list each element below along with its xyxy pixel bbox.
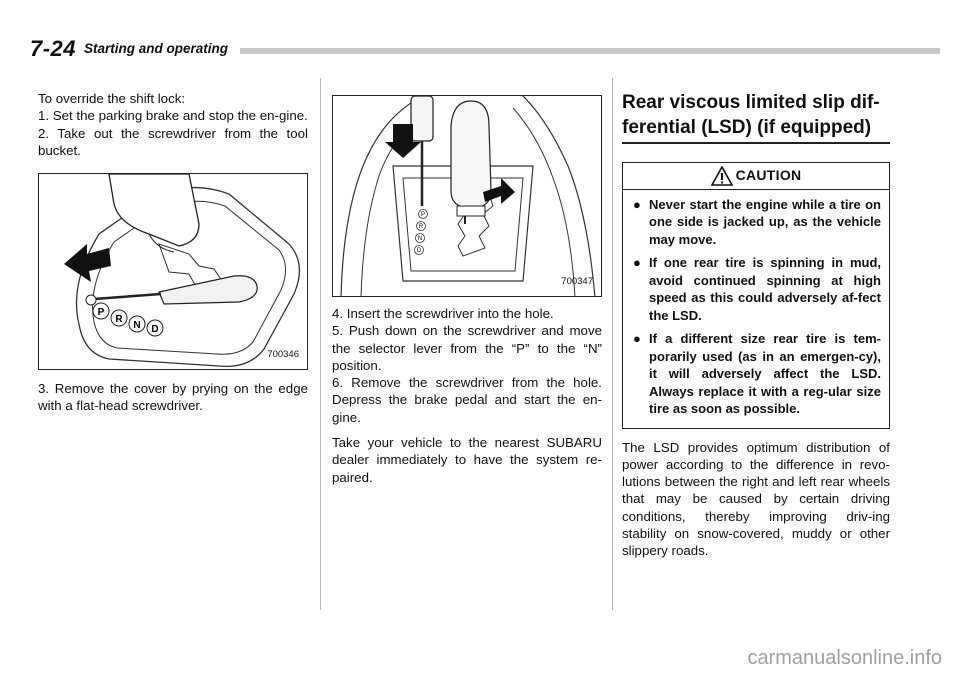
gear-label-n: N [133, 320, 141, 332]
column-divider-2 [612, 78, 613, 610]
warning-triangle-icon [711, 166, 733, 186]
caution-item [633, 196, 881, 249]
lsd-heading: Rear viscous limited slip dif-ferential (LSD) (if equipped) [622, 92, 880, 138]
caution-item [633, 254, 881, 324]
step-6: 6. Remove the screwdriver from the hole. Depress the brake pedal and start the en-gine. [332, 375, 602, 425]
heading-rule [622, 142, 890, 144]
gear-label-r: R [418, 224, 424, 230]
lsd-body-text: The LSD provides optimum distribution of power according to the difference in revo-lutions between the right and left rear wheels that may be caused by certain driving conditions, thereby improving driv-ing stability on snow-covered, muddy or other slippery roads. [622, 439, 890, 559]
bullet-icon: ● [633, 255, 641, 270]
step-5: 5. Push down on the screwdriver and move the selector lever from the “P” to the “N” position. [332, 323, 602, 373]
caution-item [633, 330, 881, 418]
column-middle [332, 95, 602, 486]
step-4: 4. Insert the screwdriver into the hole. [332, 306, 554, 321]
bullet-icon: ● [633, 331, 641, 346]
caution-label: CAUTION [735, 166, 802, 183]
column-left [38, 90, 308, 415]
gear-label-p: P [97, 307, 105, 319]
bullet-icon: ● [633, 196, 641, 212]
gear-label-d: D [151, 324, 159, 336]
step-1: 1. Set the parking brake and stop the en-gine. [38, 108, 308, 124]
section-title: Starting and operating [84, 41, 229, 56]
header-rule [240, 48, 940, 54]
gear-label-r: R [115, 314, 123, 326]
gear-label-p: P [420, 212, 426, 218]
caution-item-text: If a different size rear tire is tem-porarily used (as in an emergen-cy), it will adversely affect the LSD. Always replace it with a reg-ular size tire as soon as possible. [649, 331, 881, 416]
figure-code: 700347 [561, 275, 593, 287]
page-header [30, 36, 940, 66]
intro-text: To override the shift lock: [38, 91, 186, 106]
caution-list [623, 190, 889, 428]
caution-header [623, 163, 889, 190]
page-number: 7-24 [30, 36, 77, 61]
screwdriver-insert-illustration [333, 96, 602, 297]
caution-box [622, 162, 890, 429]
step-2: 2. Take out the screwdriver from the tool bucket. [38, 125, 308, 158]
column-divider-1 [320, 78, 321, 610]
caution-item-text: Never start the engine while a tire on one side is jacked up, as the vehicle may move. [649, 196, 881, 247]
closing-text: Take your vehicle to the nearest SUBARU dealer immediately to have the system re-paired. [332, 435, 602, 485]
caution-item-text: If one rear tire is spinning in mud, avoid continued spinning at high speed as this could adversely af-fect the LSD. [649, 255, 881, 323]
watermark: carmanualsonline.info [747, 647, 942, 669]
figure-screwdriver-insert [332, 95, 602, 297]
gear-label-d: D [416, 248, 422, 254]
figure-shift-cover [38, 173, 308, 370]
figure-code: 700346 [267, 348, 299, 360]
shift-cover-illustration [39, 174, 308, 370]
step-3: 3. Remove the cover by prying on the edge with a flat-head screwdriver. [38, 381, 308, 414]
gear-label-n: N [417, 236, 423, 242]
column-right [622, 90, 890, 560]
